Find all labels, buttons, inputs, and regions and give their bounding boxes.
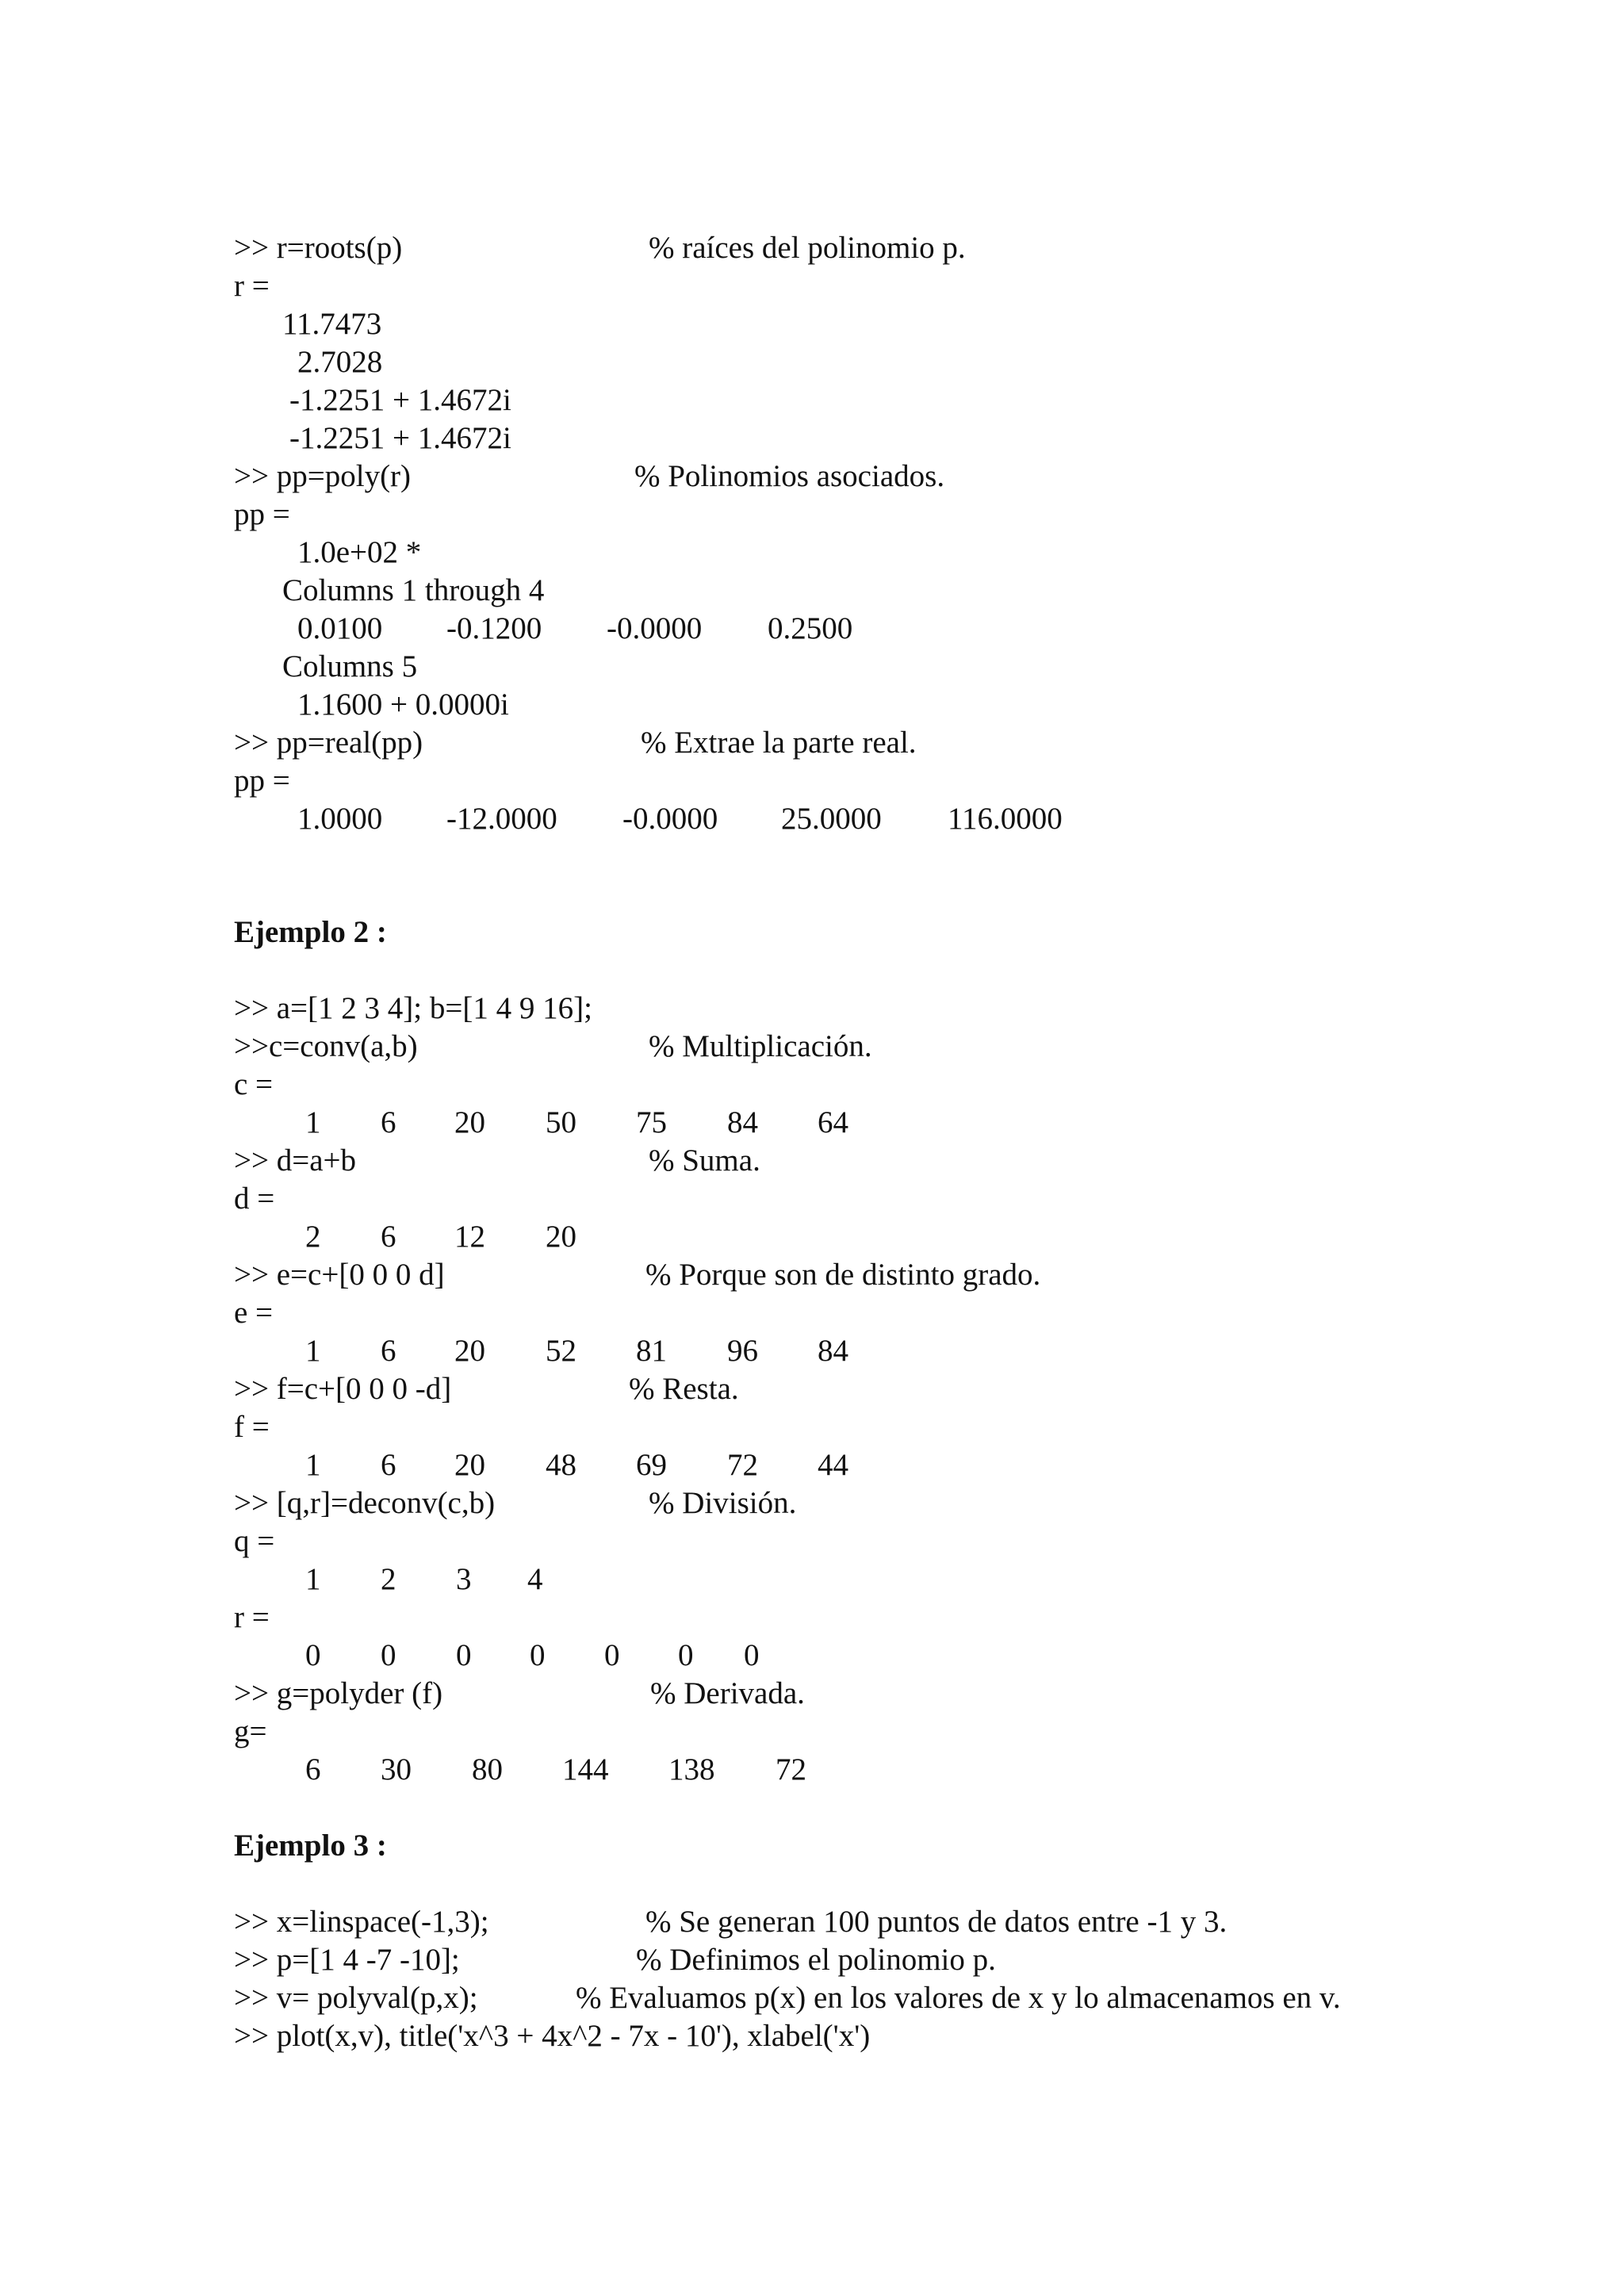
command-polyval: >> v= polyval(p,x); [234, 1981, 478, 2015]
pp-scale-factor: 1.0e+02 * [297, 535, 422, 569]
f-value: 72 [727, 1448, 758, 1482]
e-value: 52 [546, 1334, 576, 1368]
q-value: 3 [456, 1562, 472, 1596]
r-value: 0 [604, 1638, 620, 1672]
output-label-f: f = [234, 1410, 270, 1444]
d-value: 12 [454, 1220, 485, 1254]
e-value: 81 [636, 1334, 667, 1368]
q-value: 2 [381, 1562, 396, 1596]
g-value: 30 [381, 1752, 412, 1787]
pp-value: 0.2500 [768, 611, 853, 645]
command-roots: >> r=roots(p) [234, 231, 403, 265]
comment-deconv: % División. [649, 1486, 797, 1520]
pp-value: 0.0100 [297, 611, 383, 645]
comment-polyder: % Derivada. [650, 1676, 805, 1710]
g-value: 138 [668, 1752, 715, 1787]
comment-e: % Porque son de distinto grado. [645, 1258, 1041, 1292]
r-value: -1.2251 + 1.4672i [289, 383, 511, 417]
r-value: 0 [744, 1638, 760, 1672]
output-label-g: g= [234, 1714, 267, 1748]
pp-value: 1.1600 + 0.0000i [297, 687, 509, 722]
comment-roots: % raíces del polinomio p. [649, 231, 966, 265]
d-value: 6 [381, 1220, 396, 1254]
c-value: 1 [305, 1105, 321, 1139]
comment-sum: % Suma. [649, 1143, 760, 1178]
command-poly: >> pp=poly(r) [234, 459, 412, 493]
f-value: 69 [636, 1448, 667, 1482]
command-polyder: >> g=polyder (f) [234, 1676, 443, 1710]
e-value: 84 [818, 1334, 848, 1368]
r-value: 2.7028 [297, 345, 383, 379]
f-value: 20 [454, 1448, 485, 1482]
comment-conv: % Multiplicación. [649, 1029, 872, 1063]
pp-real-value: 25.0000 [781, 802, 882, 836]
heading-ejemplo-2: Ejemplo 2 : [234, 915, 387, 949]
command-conv: >>c=conv(a,b) [234, 1029, 418, 1063]
c-value: 75 [636, 1105, 667, 1139]
command-deconv: >> [q,r]=deconv(c,b) [234, 1486, 496, 1520]
q-value: 4 [527, 1562, 543, 1596]
comment-linspace: % Se generan 100 puntos de datos entre -1 y 3. [645, 1905, 1228, 1939]
f-value: 44 [818, 1448, 848, 1482]
command-plot: >> plot(x,v), title('x^3 + 4x^2 - 7x - 10'), xlabel('x') [234, 2019, 871, 2053]
output-label-e: e = [234, 1296, 274, 1330]
output-label-d: d = [234, 1181, 275, 1216]
pp-real-value: 116.0000 [948, 802, 1063, 836]
output-label-c: c = [234, 1067, 274, 1101]
pp-value: -0.1200 [446, 611, 542, 645]
command-linspace: >> x=linspace(-1,3); [234, 1905, 489, 1939]
command-define-ab: >> a=[1 2 3 4]; b=[1 4 9 16]; [234, 991, 592, 1025]
r-value: 0 [305, 1638, 321, 1672]
columns-heading: Columns 5 [282, 649, 418, 684]
f-value: 1 [305, 1448, 321, 1482]
f-value: 48 [546, 1448, 576, 1482]
command-define-p: >> p=[1 4 -7 -10]; [234, 1943, 460, 1977]
r-value: 0 [678, 1638, 694, 1672]
g-value: 144 [562, 1752, 609, 1787]
e-value: 96 [727, 1334, 758, 1368]
r-value: 0 [456, 1638, 472, 1672]
pp-real-value: -12.0000 [446, 802, 557, 836]
g-value: 6 [305, 1752, 321, 1787]
r-value: 0 [530, 1638, 546, 1672]
output-label-q: q = [234, 1524, 275, 1558]
c-value: 6 [381, 1105, 396, 1139]
d-value: 20 [546, 1220, 576, 1254]
c-value: 50 [546, 1105, 576, 1139]
r-value: 11.7473 [282, 307, 382, 341]
comment-f: % Resta. [629, 1372, 739, 1406]
q-value: 1 [305, 1562, 321, 1596]
pp-real-value: -0.0000 [622, 802, 718, 836]
command-real: >> pp=real(pp) [234, 726, 423, 760]
output-label-r: r = [234, 1600, 270, 1634]
comment-polyval: % Evaluamos p(x) en los valores de x y lo almacenamos en v. [576, 1981, 1341, 2015]
heading-ejemplo-3: Ejemplo 3 : [234, 1829, 387, 1863]
c-value: 84 [727, 1105, 758, 1139]
pp-real-value: 1.0000 [297, 802, 383, 836]
comment-define-p: % Definimos el polinomio p. [636, 1943, 996, 1977]
e-value: 1 [305, 1334, 321, 1368]
output-label-pp: pp = [234, 764, 290, 798]
e-value: 6 [381, 1334, 396, 1368]
f-value: 6 [381, 1448, 396, 1482]
r-value: -1.2251 + 1.4672i [289, 421, 511, 455]
command-sum: >> d=a+b [234, 1143, 357, 1178]
command-e: >> e=c+[0 0 0 d] [234, 1258, 445, 1292]
c-value: 20 [454, 1105, 485, 1139]
output-label-pp: pp = [234, 497, 290, 531]
command-f: >> f=c+[0 0 0 -d] [234, 1372, 452, 1406]
r-value: 0 [381, 1638, 396, 1672]
columns-heading: Columns 1 through 4 [282, 573, 545, 607]
e-value: 20 [454, 1334, 485, 1368]
output-label-r: r = [234, 269, 270, 303]
pp-value: -0.0000 [607, 611, 703, 645]
comment-real: % Extrae la parte real. [641, 726, 917, 760]
d-value: 2 [305, 1220, 321, 1254]
comment-poly: % Polinomios asociados. [634, 459, 945, 493]
g-value: 80 [472, 1752, 503, 1787]
g-value: 72 [776, 1752, 806, 1787]
c-value: 64 [818, 1105, 848, 1139]
